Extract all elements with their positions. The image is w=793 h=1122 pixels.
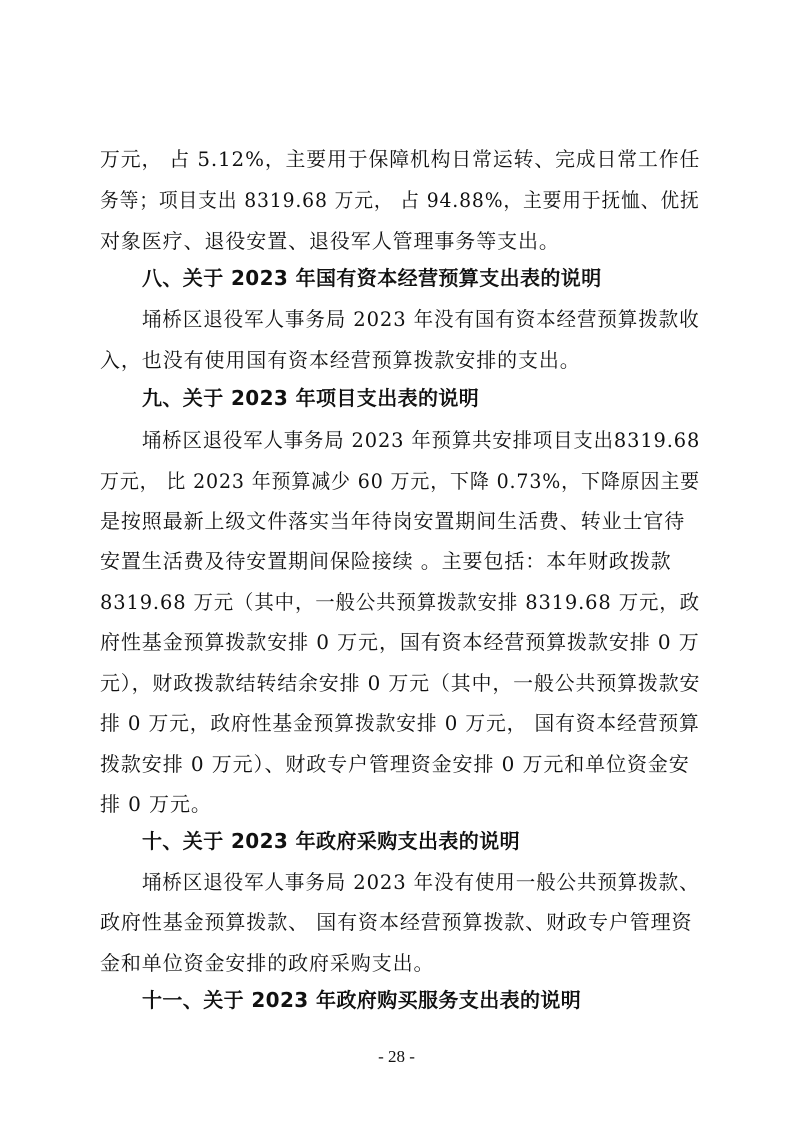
body-text-line: 务等；项目支出 8319.68 万元， 占 94.88%，主要用于抚恤、优抚 <box>100 188 700 212</box>
page-number: - 28 - <box>378 1047 415 1066</box>
body-text-line: 万元， 比 2023 年预算减少 60 万元，下降 0.73%，下降原因主要 <box>100 469 700 493</box>
body-text-line: 万元， 占 5.12%，主要用于保障机构日常运转、完成日常工作任 <box>100 147 701 171</box>
body-text-line: 埇桥区退役军人事务局 2023 年预算共安排项目支出8319.68 <box>142 428 701 452</box>
body-text-line: 府性基金预算拨款安排 0 万元，国有资本经营预算拨款安排 0 万 <box>100 630 700 654</box>
section-heading-8: 八、关于 2023 年国有资本经营预算支出表的说明 <box>142 266 602 290</box>
body-text-line: 埇桥区退役军人事务局 2023 年没有国有资本经营预算拨款收 <box>142 307 700 331</box>
body-text-line: 埇桥区退役军人事务局 2023 年没有使用一般公共预算拨款、 <box>142 870 700 894</box>
section-heading-9: 九、关于 2023 年项目支出表的说明 <box>142 386 480 410</box>
body-text-line: 是按照最新上级文件落实当年待岗安置期间生活费、转业士官待 <box>100 509 686 533</box>
body-text-line: 安置生活费及待安置期间保险接续 。主要包括：本年财政拨款 <box>100 549 672 573</box>
body-text-line: 排 0 万元，政府性基金预算拨款安排 0 万元， 国有资本经营预算 <box>100 711 700 735</box>
body-text-line: 金和单位资金安排的政府采购支出。 <box>100 951 435 975</box>
body-text-line: 元），财政拨款结转结余安排 0 万元（其中，一般公共预算拨款安 <box>100 671 701 695</box>
body-text-line: 8319.68 万元（其中，一般公共预算拨款安排 8319.68 万元，政 <box>100 590 700 614</box>
section-heading-10: 十、关于 2023 年政府采购支出表的说明 <box>142 829 520 853</box>
body-text-line: 拨款安排 0 万元）、财政专户管理资金安排 0 万元和单位资金安 <box>100 752 690 776</box>
body-text-line: 对象医疗、退役安置、退役军人管理事务等支出。 <box>100 229 560 253</box>
section-heading-11: 十一、关于 2023 年政府购买服务支出表的说明 <box>142 988 582 1012</box>
body-text-line: 入，也没有使用国有资本经营预算拨款安排的支出。 <box>100 348 581 372</box>
body-text-line: 政府性基金预算拨款、 国有资本经营预算拨款、财政专户管理资 <box>100 910 693 934</box>
body-text-line: 排 0 万元。 <box>100 792 212 816</box>
